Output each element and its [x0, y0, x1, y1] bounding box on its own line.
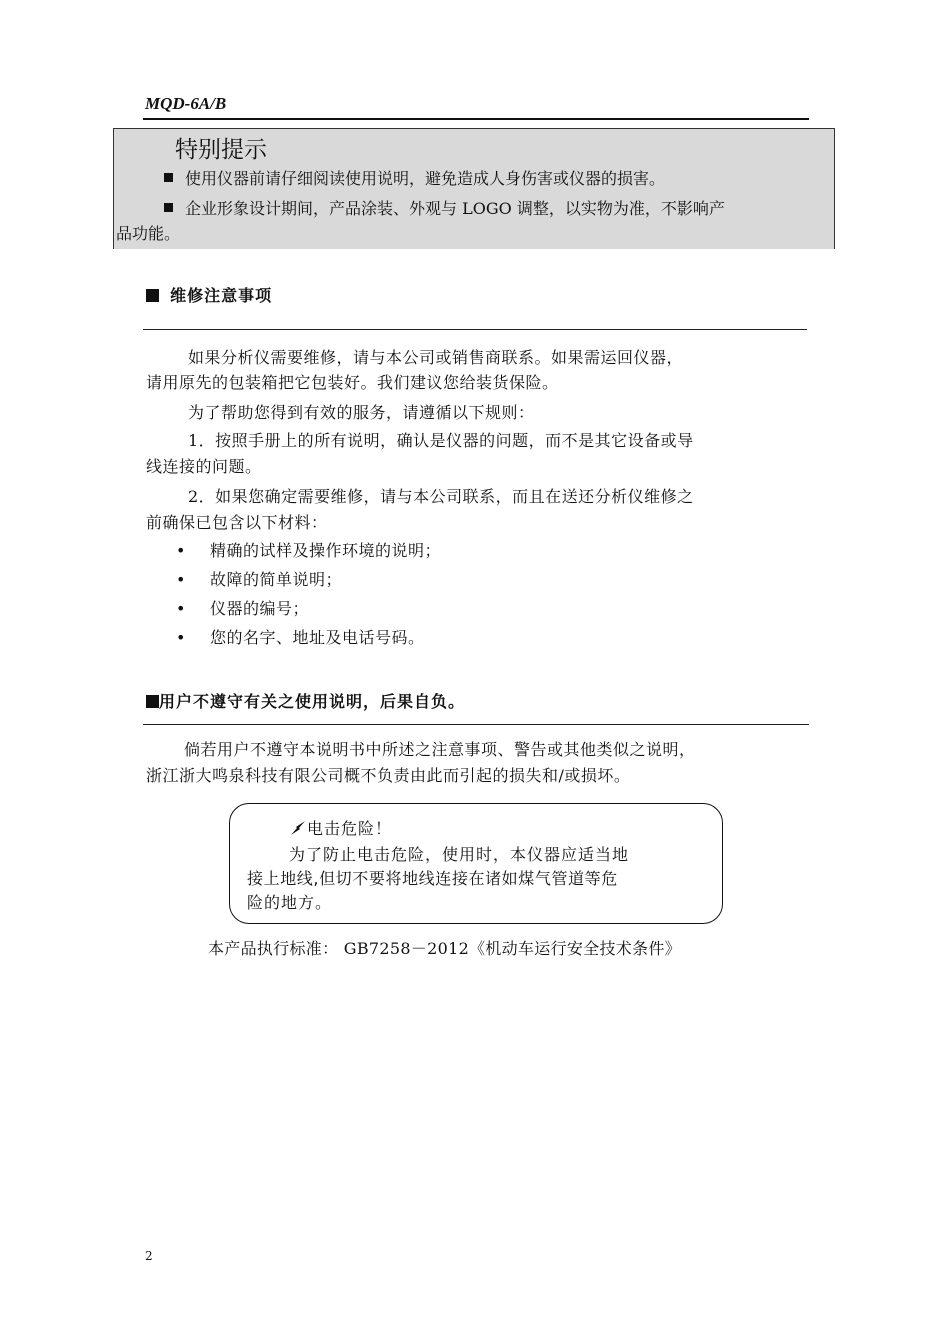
lightning-bolt-icon	[289, 818, 307, 844]
square-bullet-icon	[164, 173, 173, 182]
maintenance-paragraph-2: 为了帮助您得到有效的服务，请遵循以下规则：	[188, 403, 535, 422]
rule-item-2-continued: 前确保已包含以下材料：	[146, 513, 328, 532]
warning-title: 电击危险！	[289, 816, 392, 844]
maintenance-heading: 维修注意事项	[146, 283, 272, 306]
page-number: 2	[145, 1249, 153, 1263]
rule-item-2: 2．如果您确定需要维修，请与本公司联系，而且在送还分析仪维修之	[188, 487, 694, 506]
square-bullet-icon	[146, 695, 159, 708]
material-list-item: • 精确的试样及操作环境的说明；	[176, 538, 441, 564]
rule-item-1: 1．按照手册上的所有说明，确认是仪器的问题，而不是其它设备或导	[188, 431, 694, 450]
material-list-item: • 故障的简单说明；	[176, 567, 342, 593]
material-list-item: • 您的名字、地址及电话号码。	[176, 625, 425, 651]
notice-item-2-continued: 品功能。	[116, 224, 181, 243]
disclaimer-heading: 用户不遵守有关之使用说明，后果自负。	[146, 689, 465, 712]
maintenance-rule	[143, 329, 807, 330]
document-model-title: MQD-6A/B	[145, 94, 227, 113]
square-bullet-icon	[146, 289, 159, 302]
disclaimer-paragraph-continued: 浙江浙大鸣泉科技有限公司概不负责由此而引起的损失和/或损坏。	[146, 766, 631, 785]
disclaimer-rule	[143, 724, 809, 725]
special-notice-title: 特别提示	[175, 137, 267, 163]
header-rule	[143, 118, 809, 120]
bullet-dot-icon: •	[176, 628, 186, 647]
bullet-dot-icon: •	[176, 541, 186, 560]
notice-item-2: 企业形象设计期间，产品涂装、外观与 LOGO 调整，以实物为准，不影响产	[164, 196, 725, 222]
material-list-item: • 仪器的编号；	[176, 596, 309, 622]
rule-item-1-continued: 线连接的问题。	[146, 457, 262, 476]
maintenance-paragraph-1-continued: 请用原先的包装箱把它包装好。我们建议您给装货保险。	[146, 373, 559, 392]
maintenance-paragraph-1: 如果分析仪需要维修，请与本公司或销售商联系。如果需运回仪器，	[188, 348, 684, 367]
notice-item-1: 使用仪器前请仔细阅读使用说明，避免造成人身伤害或仪器的损害。	[164, 166, 665, 192]
warning-line-1: 为了防止电击危险，使用时，本仪器应适当地	[289, 845, 630, 864]
warning-line-3: 险的地方。	[247, 893, 333, 912]
square-bullet-icon	[164, 203, 173, 212]
warning-line-2: 接上地线,但切不要将地线连接在诸如煤气管道等危	[247, 869, 618, 888]
bullet-dot-icon: •	[176, 599, 186, 618]
product-standard: 本产品执行标准： GB7258－2012《机动车运行安全技术条件》	[208, 939, 681, 958]
bullet-dot-icon: •	[176, 570, 186, 589]
disclaimer-paragraph: 倘若用户不遵守本说明书中所述之注意事项、警告或其他类似之说明，	[184, 740, 696, 759]
